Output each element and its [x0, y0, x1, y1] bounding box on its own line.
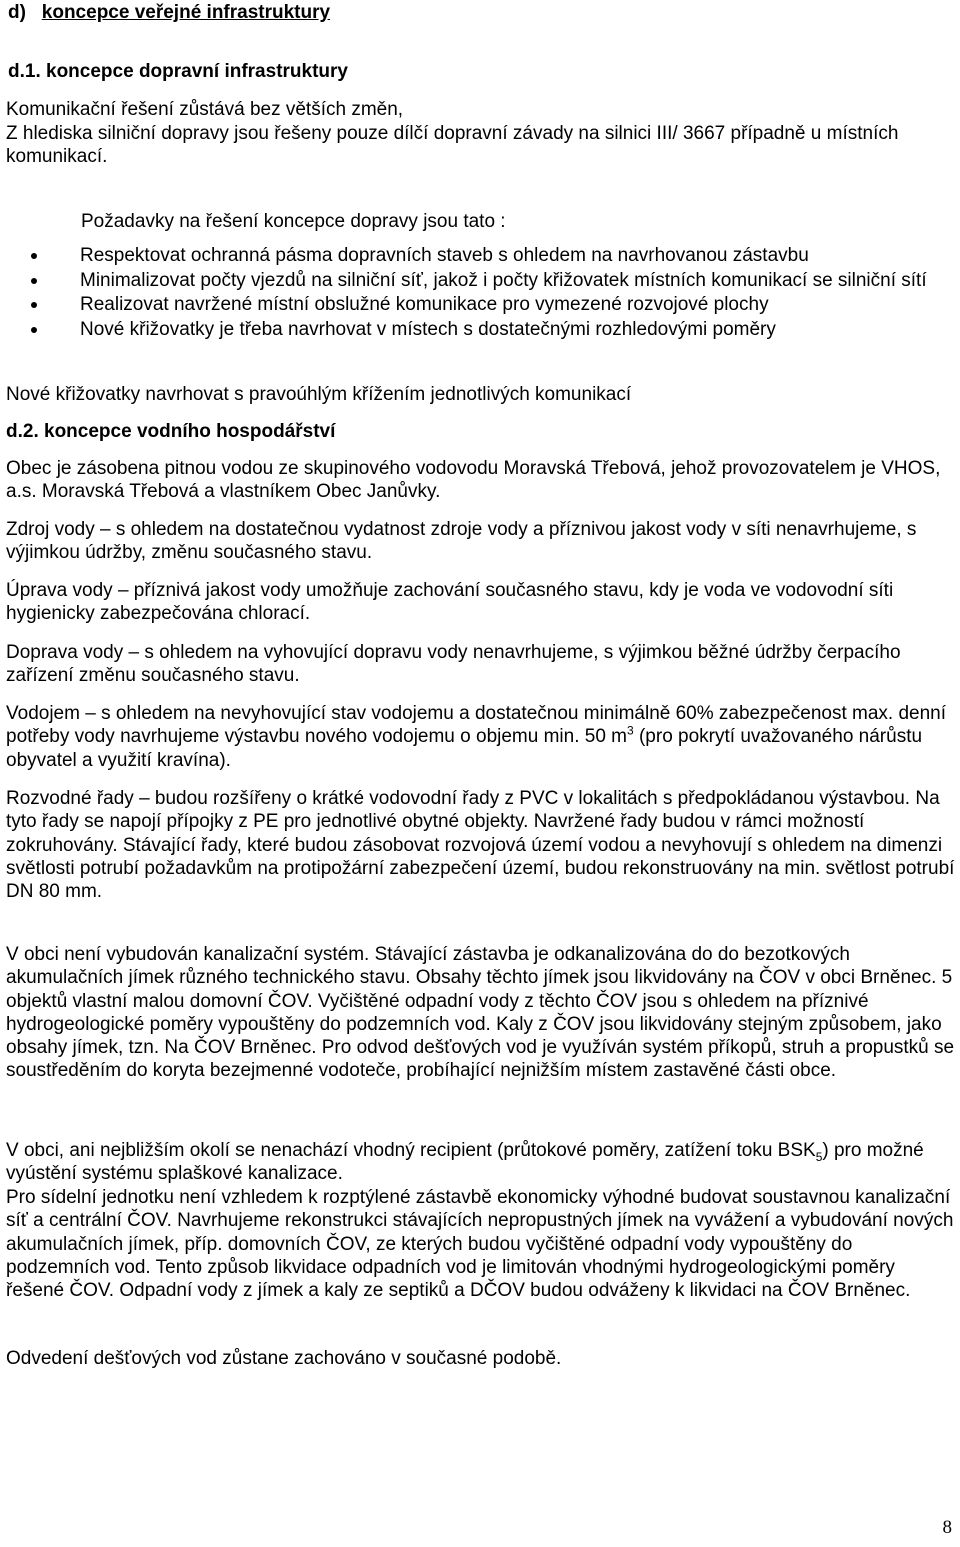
reservoir-text-b: (pro pokrytí uvažovaného nárůstu obyvatel a využití kravína).: [6, 726, 923, 771]
list-item: Nové křižovatky je třeba navrhovat v místech s dostatečnými rozhledovými poměry: [6, 318, 956, 342]
list-item: Minimalizovat počty vjezdů na silniční síť, jakož i počty křižovatek místních komunikací se silniční sítí: [6, 269, 956, 293]
water-transport-paragraph: Doprava vody – s ohledem na vyhovující dopravu vody nenavrhujeme, s výjimkou běžné údržby čerpacího zařízení změnu současného stavu.: [6, 642, 901, 687]
requirements-list: [6, 244, 956, 343]
list-item: Respektovat ochranná pásma dopravních staveb s ohledem na navrhovanou zástavbu: [6, 244, 956, 268]
recipient-text-b: ) pro možné vyústění systému splaškové kanalizace.: [6, 1140, 924, 1185]
recipient-text-a: V obci, ani nejbližším okolí se nenachází vhodný recipient (průtokové poměry, zatížení toku BSK: [6, 1140, 816, 1161]
section-d-heading: [8, 2, 330, 24]
recipient-paragraph: [6, 1139, 956, 1186]
requirements-intro: Požadavky na řešení koncepce dopravy jsou tato :: [81, 211, 506, 232]
cubic-superscript: 3: [627, 723, 634, 738]
transport-intro-line2: Z hlediska silniční dopravy jsou řešeny pouze dílčí dopravní závady na silnici III/ 3667 případně u místních komunikací.: [6, 123, 899, 168]
section-d1-heading: d.1. koncepce dopravní infrastruktury: [8, 61, 348, 82]
water-treatment-paragraph: Úprava vody – příznivá jakost vody umožňuje zachování současného stavu, kdy je voda ve vodovodní síti hygienicky zabezpečována chlorací.: [6, 580, 894, 625]
section-d-title: koncepce veřejné infrastruktury: [41, 2, 331, 23]
bsk-subscript: 5: [815, 1149, 823, 1164]
distribution-paragraph: Rozvodné řady – budou rozšířeny o krátké vodovodní řady z PVC v lokalitách s předpokládanou výstavbou. Na tyto řady se napojí přípojky z PE pro jednotlivé obytné objekty. Navržené řady budou v rámci možností zokruhovány. Stávající řady, které budou zásobovat rozvojová území vodou a nevyhovují s ohledem na dimenzi světlosti potrubí požadavkům na protipožární zabezpečení území, budou rekonstruovány na min. světlost potrubí DN 80 mm.: [6, 788, 955, 903]
water-source-paragraph: Zdroj vody – s ohledem na dostatečnou vydatnost zdroje vody a příznivou jakost vody v síti nenavrhujeme, s výjimkou údržby, změnu současného stavu.: [6, 519, 917, 564]
sewerage-paragraph: V obci není vybudován kanalizační systém. Stávající zástavba je odkanalizována do do bezotkových akumulačních jímek různého technického stavu. Obsahy těchto jímek jsou likvidovány na ČOV v obci Brněnec. 5 objektů vlastní malou domovní ČOV. Vyčištěné odpadní vody z těchto ČOV jsou s ohledem na příznivé hydrogeologické poměry vypouštěny do podzemních vod. Kaly z ČOV jsou likvidovány stejným způsobem, jako obsahy jímek, tzn. Na ČOV Brněnec. Pro odvod dešťových vod je využíván systém příkopů, struh a propustků se soustředěním do koryta bezejmenné vodoteče, probíhající nejnižším místem zastavěné části obce.: [6, 944, 955, 1082]
section-d2-heading: d.2. koncepce vodního hospodářství: [6, 421, 336, 442]
page-number: 8: [942, 1517, 952, 1538]
reservoir-paragraph: [6, 702, 956, 772]
crossing-note: Nové křižovatky navrhovat s pravoúhlým křížením jednotlivých komunikací: [6, 384, 632, 405]
transport-intro-line1: Komunikační řešení zůstává bez větších změn,: [6, 99, 404, 120]
sewage-proposal-paragraph: Pro sídelní jednotku není vzhledem k rozptýlené zástavbě ekonomicky výhodné budovat soustavnou kanalizační síť a centrální ČOV. Navrhujeme rekonstrukci stávajících nepropustných jímek na vyvážení a vybudování nových akumulačních jímek, příp. domovních ČOV, ze kterých budou vyčištěné odpadní vody vypouštěny do podzemních vod. Tento způsob likvidace odpadních vod je limitován vhodnými hydrogeologickými poměry řešené ČOV. Odpadní vody z jímek a kaly ze septiků a DČOV budou odváženy k likvidaci na ČOV Brněnec.: [6, 1187, 954, 1302]
rainwater-paragraph: Odvedení dešťových vod zůstane zachováno v současné podobě.: [6, 1348, 562, 1369]
list-item: Realizovat navržené místní obslužné komunikace pro vymezené rozvojové plochy: [6, 293, 956, 317]
reservoir-text-a: Vodojem – s ohledem na nevyhovující stav vodojemu a dostatečnou minimálně 60% zabezpečenost max. denní potřeby vody navrhujeme výstavbu nového vodojemu o objemu min. 50 m: [6, 703, 947, 748]
section-d-label: d): [8, 2, 26, 23]
water-supply-paragraph: Obec je zásobena pitnou vodou ze skupinového vodovodu Moravská Třebová, jehož provozovatelem je VHOS, a.s. Moravská Třebová a vlastníkem Obec Janůvky.: [6, 458, 941, 503]
